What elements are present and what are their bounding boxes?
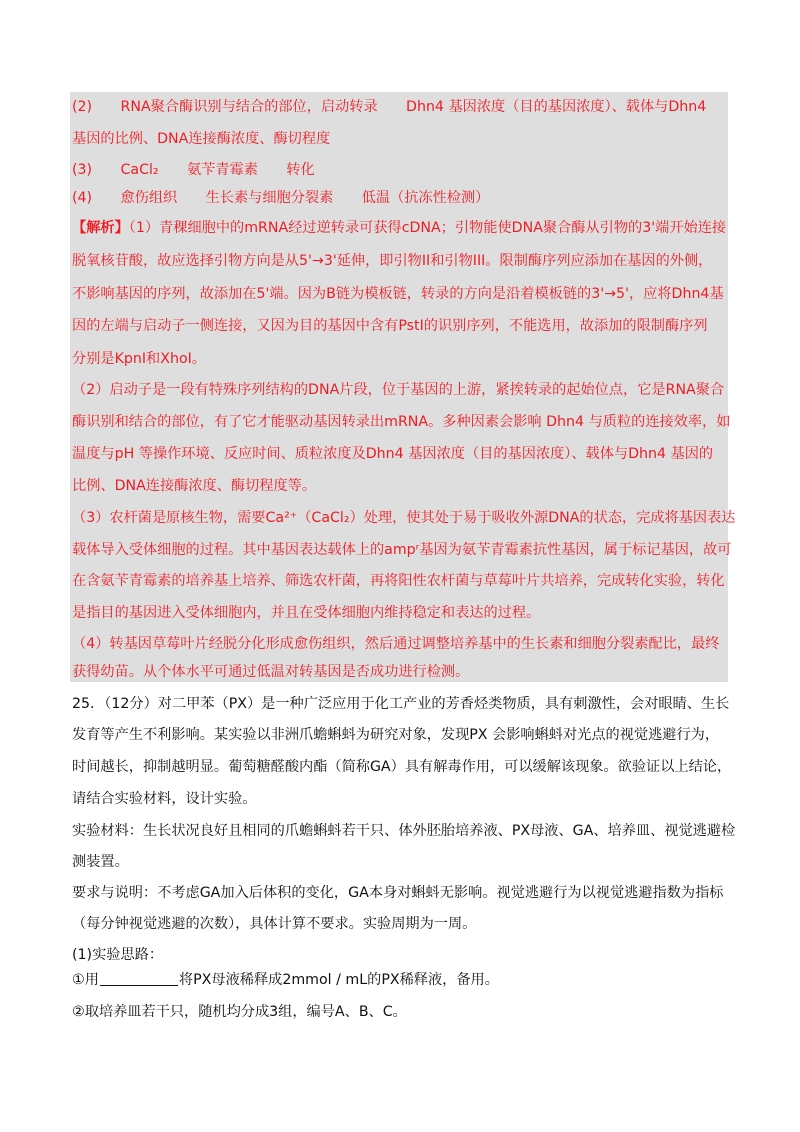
- analysis-p2-line-2: 酶识别和结合的部位，有了它才能驱动基因转录出mRNA。多种因素会影响 Dhn4 与质粒的连接效率，如: [72, 414, 731, 430]
- requirements-line-2: （每分钟视觉逃避的次数），具体计算不要求。实验周期为一周。: [72, 916, 477, 932]
- analysis-p3-line-3: 在含氨苄青霉素的培养基上培养、筛选农杆菌，再将阳性农杆菌与草莓叶片共培养，完成转化实验，转化: [72, 573, 725, 589]
- step-1-prefix: ①用: [72, 972, 99, 988]
- analysis-p2-line-1: （2）启动子是一段有特殊序列结构的DNA片段，位于基因的上游，紧挨转录的起始位点，它是RNA聚合: [72, 382, 725, 398]
- materials-line-2: 测装置。: [72, 854, 129, 870]
- analysis-p1-line-5: 分别是KpnⅠ和XhoⅠ。: [72, 351, 206, 367]
- question-25-line-2: 发育等产生不利影响。某实验以非洲爪蟾蝌蚪为研究对象，发现PX 会影响蝌蚪对光点的视觉逃避行为，: [72, 727, 720, 743]
- step-1-answer-blank[interactable]: [100, 971, 178, 986]
- analysis-tag: 【解析】: [72, 220, 129, 236]
- analysis-p4-line-2: 获得幼苗。从个体水平可通过低温对转基因是否成功进行检测。: [72, 664, 470, 680]
- analysis-p1-line-3: 不影响基因的序列，故添加在5'端。因为B链为模板链，转录的方向是沿着模板链的3'→5'，应将Dhn4基: [72, 286, 724, 302]
- requirements-line-1: 要求与说明：不考虑GA加入后体积的变化，GA本身对蝌蚪无影响。视觉逃避行为以视觉逃避指数为指标: [72, 885, 724, 901]
- answer-2-line-1: (2) RNA聚合酶识别与结合的部位，启动转录 Dhn4 基因浓度（目的基因浓度）、载体与Dhn4: [72, 99, 707, 115]
- step-1-suffix: 将PX母液稀释成2mmol / mL的PX稀释液，备用。: [178, 972, 499, 988]
- answer-3: (3) CaCl₂ 氨苄青霉素 转化: [72, 162, 315, 178]
- sub-question-1: (1)实验思路：: [72, 947, 164, 963]
- question-25-line-4: 请结合实验材料，设计实验。: [72, 791, 257, 807]
- analysis-p1-line-2: 脱氧核苷酸，故应选择引物方向是从5'→3'延伸，即引物II和引物III。限制酶序列应添加在基因的外侧，: [72, 253, 713, 269]
- step-2: ②取培养皿若干只，随机均分成3组，编号A、B、C。: [72, 1004, 407, 1020]
- analysis-p3-line-2: 载体导入受体细胞的过程。其中基因表达载体上的ampʳ基因为氨苄青霉素抗性基因，属于标记基因，故可: [72, 542, 732, 558]
- question-25-line-3: 时间越长，抑制越明显。葡萄糖醛酸内酯（简称GA）具有解毒作用，可以缓解该现象。欲验证以上结论，: [72, 759, 732, 775]
- analysis-p2-line-3: 温度与pH 等操作环境、反应时间、质粒浓度及Dhn4 基因浓度（目的基因浓度）、载体与Dhn4 基因的: [72, 446, 714, 462]
- step-1: [72, 970, 499, 990]
- materials-line-1: 实验材料：生长状况良好且相同的爪蟾蝌蚪若干只、体外胚胎培养液、PX母液、GA、培养皿、视觉逃避检: [72, 823, 736, 839]
- analysis-p1-line-4: 因的左端与启动子一侧连接，又因为目的基因中含有PstⅠ的识别序列，不能选用，故添加的限制酶序列: [72, 318, 708, 334]
- question-25-line-1: 25．（12分）对二甲苯（PX）是一种广泛应用于化工产业的芳香烃类物质，具有刺激性，会对眼睛、生长: [72, 696, 730, 712]
- analysis-p2-line-4: 比例、DNA连接酶浓度、酶切程度等。: [72, 478, 317, 494]
- analysis-p1-line-1-text: （1）青稞细胞中的mRNA经过逆转录可获得cDNA；引物能使DNA聚合酶从引物的3'端开始连接: [128, 220, 727, 236]
- analysis-p3-line-1: （3）农杆菌是原核生物，需要Ca²⁺（CaCl₂）处理，使其处于易于吸收外源DNA的状态，完成将基因表达: [72, 510, 736, 526]
- answer-2-line-2: 基因的比例、DNA连接酶浓度、酶切程度: [72, 131, 331, 147]
- analysis-p4-line-1: （4）转基因草莓叶片经脱分化形成愈伤组织，然后通过调整培养基中的生长素和细胞分裂素配比，最终: [72, 636, 720, 652]
- answer-4: (4) 愈伤组织 生长素与细胞分裂素 低温（抗冻性检测）: [72, 190, 490, 206]
- analysis-p1-line-1: [72, 218, 726, 238]
- analysis-p3-line-4: 是指目的基因进入受体细胞内，并且在受体细胞内维持稳定和表达的过程。: [72, 605, 541, 621]
